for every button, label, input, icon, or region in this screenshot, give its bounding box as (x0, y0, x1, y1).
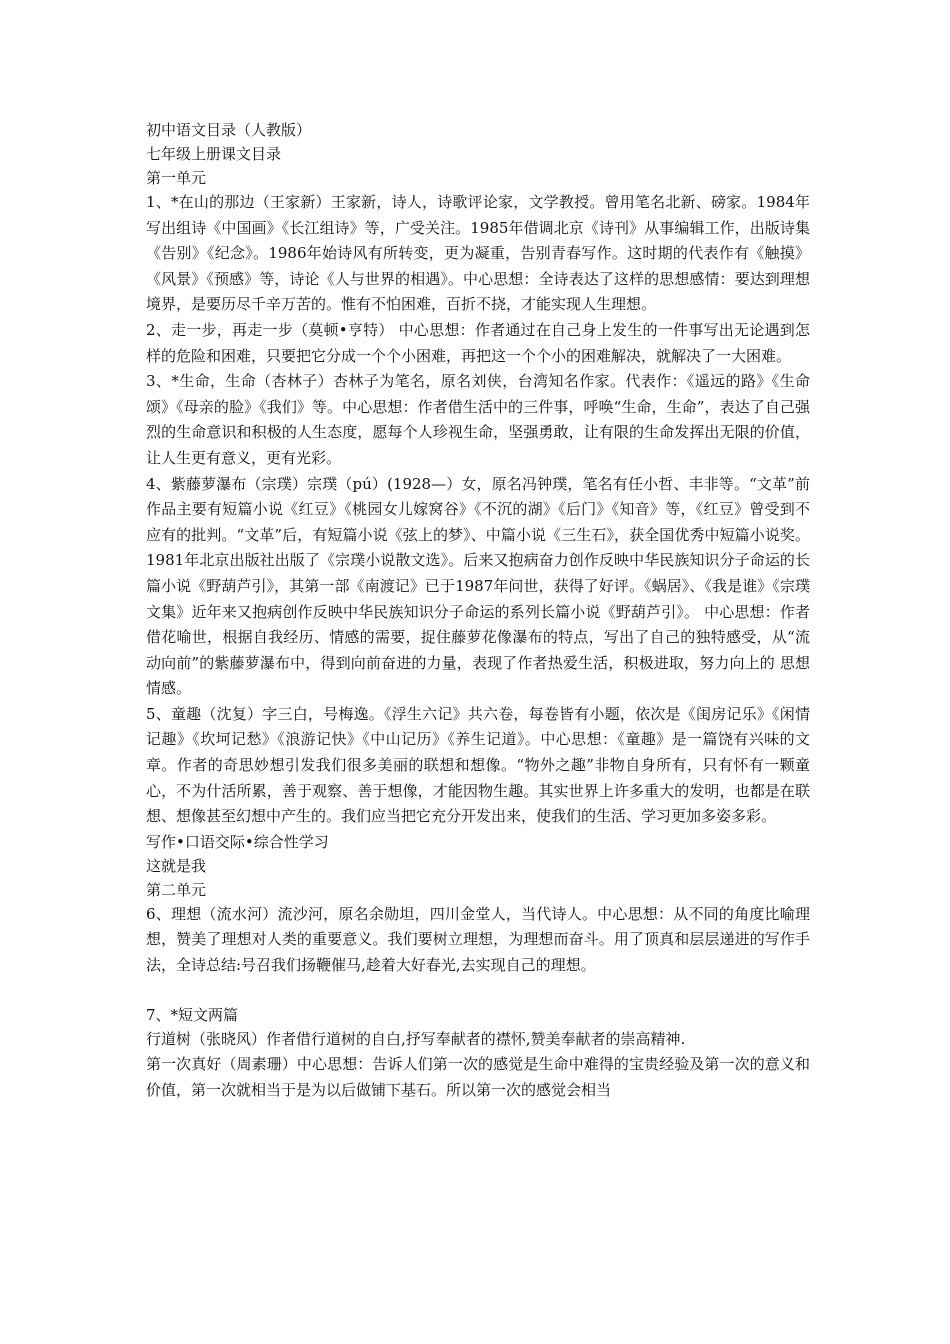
unit-heading: 第二单元 (146, 880, 207, 899)
unit-heading: 第一单元 (146, 169, 207, 187)
lesson-paragraph: 6、理想（流水河）流沙河，原名余勋坦，四川金堂人，当代诗人。中心思想：从不同的角度比喻理想，赞美了理想对人类的重要意义。我们要树立理想，为理想而奋斗。用了顶真和层层递进的写作手法，全诗总结:号召我们扬鞭催马,趁着大好春光,去实现自己的理想。 (146, 904, 810, 975)
section-heading: 这就是我 (146, 856, 207, 875)
section-heading: 写作•口语交际•综合性学习 (146, 832, 329, 851)
blank-line (146, 979, 810, 1003)
lesson-paragraph: 第一次真好（周素珊）中心思想：告诉人们第一次的感觉是生命中难得的宝贵经验及第一次的意义和价值，第一次就相当于是为以后做铺下基石。所以第一次的感觉会相当 (146, 1055, 810, 1099)
document-title: 初中语文目录（人教版） (146, 121, 312, 139)
lesson-paragraph: 3、*生命，生命（杏林子）杏林子为笔名，原名刘侠，台湾知名作家。代表作：《遥远的路》《生命颂》《母亲的脸》《我们》等。中心思想：作者借生活中的三件事，呼唤“生命，生命”，表达了自己强烈的生命意识和积极的人生态度，愿每个人珍视生命，坚强勇敢，让有限的生命发挥出无限的价值，让人生更有意义，更有光彩。 (146, 372, 810, 467)
document-page (146, 118, 810, 1103)
lesson-paragraph: 5、童趣（沈复）字三白，号梅逸。《浮生六记》共六卷，每卷皆有小题，依次是《闺房记乐》《闲情记趣》《坎坷记愁》《浪游记快》《中山记历》《养生记道》。中心思想：《童趣》是一篇饶有兴味的文章。作者的奇思妙想引发我们很多美丽的联想和想像。“物外之趣”非物自身所有，只有怀有一颗童心，不为什活所累，善于观察、善于想像，才能因物生趣。其实世界上许多重大的发明，也都是在联想、想像甚至幻想中产生的。我们应当把它充分开发出来，使我们的生活、学习更加多姿多彩。 (146, 704, 810, 826)
document-subtitle: 七年级上册课文目录 (146, 145, 282, 163)
lesson-paragraph: 2、走一步，再走一步（莫顿•亨特） 中心思想：作者通过在自己身上发生的一件事写出无论遇到怎样的危险和困难，只要把它分成一个个小困难，再把这一个个小的困难解决，就解决了一大困难。 (146, 320, 810, 365)
lesson-paragraph: 1、*在山的那边（王家新）王家新，诗人，诗歌评论家，文学教授。曾用笔名北新、磅家。1984年写出组诗《中国画》《长江组诗》等，广受关注。1985年借调北京《诗刊》从事编辑工作，出版诗集《告别》《纪念》。1986年始诗风有所转变，更为凝重，告别青春写作。这时期的代表作有《触摸》《风景》《预感》等，诗论《人与世界的相遇》。中心思想：全诗表达了这样的思想感情：要达到理想境界，是要历尽千辛万苦的。惟有不怕困难，百折不挠，才能实现人生理想。 (146, 193, 810, 314)
lesson-heading: 7、*短文两篇 (146, 1005, 239, 1024)
lesson-paragraph: 4、紫藤萝瀑布（宗璞）宗璞（pú）(1928—）女，原名冯钟璞，笔名有任小哲、丰非等。“文革”前作品主要有短篇小说《红豆》《桃园女儿嫁窝谷》《不沉的湖》《后门》《知音》等，《红豆》曾受到不应有的批判。“文革”后，有短篇小说《弦上的梦》、中篇小说《三生石》，获全国优秀中短篇小说奖。1981年北京出版社出版了《宗璞小说散文选》。后来又抱病奋力创作反映中华民族知识分子命运的长篇小说《野葫芦引》，其第一部《南渡记》已于1987年问世，获得了好评。《蜗居》、《我是谁》《宗璞文集》近年来又抱病创作反映中华民族知识分子命运的系列长篇小说《野葫芦引》。 中心思想：作者借花喻世，根据自我经历、情感的需要，捉住藤萝花像瀑布的特点，写出了自己的独特感受，从“流动向前”的紫藤萝瀑布中，得到向前奋进的力量，表现了作者热爱生活，积极进取，努力向上的 思想情感。 (146, 474, 810, 698)
lesson-paragraph: 行道树（张晓风）作者借行道树的自白,抒写奉献者的襟怀,赞美奉献者的崇高精神. (146, 1029, 686, 1048)
